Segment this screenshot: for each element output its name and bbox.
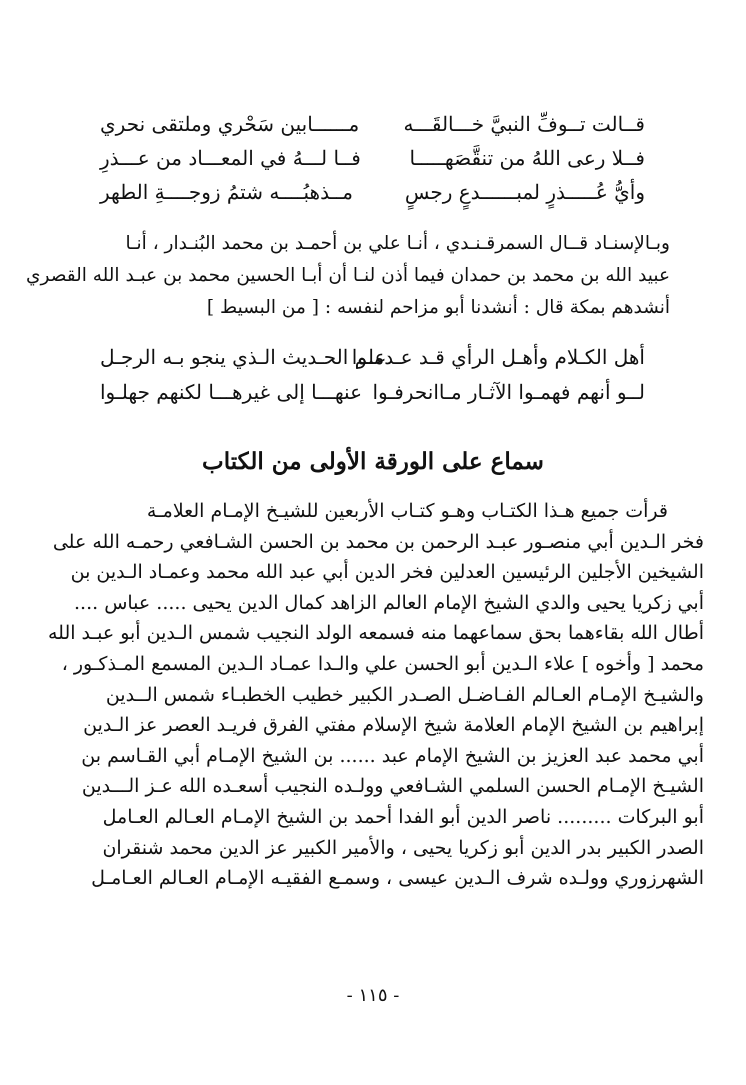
verse-line xyxy=(100,345,645,379)
isnad-paragraph xyxy=(26,228,670,324)
text-line: أنشدهم بمكة قال : أنشدنا أبو مزاحم لنفسه : [ من البسيط ] xyxy=(206,297,670,318)
verse-second-hemistich: فــا لـــهُ في المعـــاد من عـــذرِ xyxy=(100,146,361,170)
text-line: أبي محمد عبد العزيز بن الشيخ الإمام عبد ...... بن الشيخ الإمـام أبي القـاسم بن xyxy=(81,744,704,767)
verse-first-hemistich: لــو أنهم فهمـوا الآثـار مـاانحرفـوا xyxy=(372,380,645,404)
text-line: قرأت جميع هـذا الكتـاب وهـو كتـاب الأربعين للشيـخ الإمـام العلامـة xyxy=(146,500,668,522)
audition-record-paragraph xyxy=(47,496,704,894)
verse-second-hemistich: عنهـــا إلى غيرهـــا لكنهم جهلـوا xyxy=(100,380,363,404)
text-line: فخر الـدين أبي منصـور عبـد الرحمن بن محمد بن الحسن الشـافعي رحمـه الله على xyxy=(52,530,704,553)
verse-line xyxy=(100,112,645,146)
verse-line xyxy=(100,180,645,214)
verse-first-hemistich: أهل الكـلام وأهـل الرأي قـد عـدمـوا xyxy=(351,345,645,369)
text-line: إبراهيم بن الشيخ الإمام العلامة شيخ الإسلام مفتي الفرق فريـد العصر عز الـدين xyxy=(83,714,704,737)
text-line: وبـالإسنـاد قــال السمرقـنـدي ، أنـا علي بن أحمـد بن محمد البُنـدار ، أنـا xyxy=(125,233,670,254)
section-title: سماع على الورقة الأولى من الكتاب xyxy=(202,448,544,475)
text-line: أطال الله بقاءهما بحق سماعهما منه فسمعه الولد النجيب شمس الـدين أبو عبـد الله xyxy=(47,622,704,645)
text-line: عبيد الله بن محمد بن حمدان فيما أذن لنـا أن أبـا الحسين محمد بن عبـد الله القصري xyxy=(26,265,670,286)
text-line: الشيخين الأجلين الرئيسين العدلين فخر الدين أبي عبد الله محمد وعمـاد الـدين بن xyxy=(70,561,704,584)
text-line: الشيـخ الإمـام الحسن السلمي الشـافعي وولـده النجيب أسعـده الله عـز الـــدين xyxy=(81,775,704,798)
verse-line xyxy=(100,380,645,414)
text-line: والشيـخ الإمـام العـالم الفـاضـل الصـدر الكبير خطيب الخطبـاء شمس الــدين xyxy=(105,683,704,706)
verse-first-hemistich: قــالت تــوفِّ النبيَّ خـــالقَـــه xyxy=(403,112,645,136)
text-line: الصدر الكبير بدر الدين أبو زكريا يحيى ، والأمير الكبير عز الدين محمد شنقران xyxy=(102,836,704,859)
text-line: محمد [ وأخوه ] علاء الـدين أبو الحسن علي والـدا عمـاد الـدين المسمع المـذكـور ، xyxy=(61,652,704,675)
text-line: الشهرزوري وولـده شرف الـدين عيسى ، وسمـع الفقيـه الإمـام العـالم العـامـل xyxy=(91,867,704,890)
verse-line xyxy=(100,146,645,180)
text-line: أبو البركات ......... ناصر الدين أبو الفدا أحمد بن الشيخ الإمـام العـالم العـامل xyxy=(102,805,704,828)
verse-first-hemistich: وأيُّ عُـــــذرٍ لمبــــــدعٍ رجسٍ xyxy=(404,180,645,204)
verse-second-hemistich: مــــــابين سَحْري وملتقى نحري xyxy=(100,112,360,136)
verse-first-hemistich: فــلا رعى اللهُ من تنقَّصَهـــــا xyxy=(409,146,645,170)
verse-second-hemistich: علم الحـديث الـذي ينجو بـه الرجـل xyxy=(100,345,387,369)
text-line: أبي زكريا يحيى والدي الشيخ الإمام العالم الزاهد كمال الدين يحيى ..... عباس .... xyxy=(74,591,704,614)
verse-second-hemistich: مــذهبُــــه شتمُ زوجــــةِ الطهر xyxy=(100,180,353,204)
page-number: - ١١٥ - xyxy=(346,985,400,1006)
